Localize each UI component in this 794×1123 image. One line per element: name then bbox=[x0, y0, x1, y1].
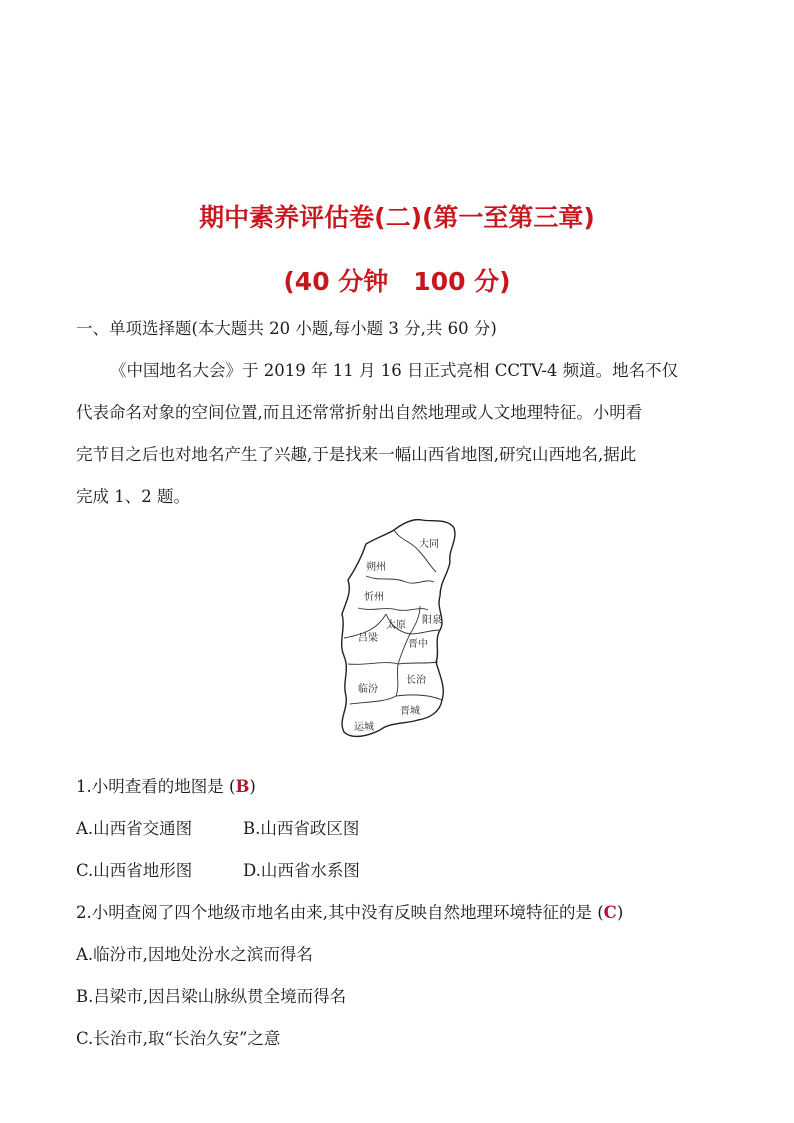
city-label: 朔州 bbox=[366, 562, 386, 573]
city-label: 临汾 bbox=[358, 684, 378, 695]
question-1-stem: 1.小明查看的地图是 ( bbox=[76, 777, 236, 796]
question-1-answer: B bbox=[235, 777, 250, 796]
page-subtitle: (40 分钟 100 分) bbox=[283, 267, 511, 296]
option-c: C.山西省地形图 bbox=[76, 861, 193, 880]
question-1 bbox=[76, 773, 256, 797]
q2-option-c: C.长治市,取“长治久安”之意 bbox=[76, 1029, 281, 1048]
option-a: A.山西省交通图 bbox=[76, 819, 193, 838]
q2-option-a: A.临汾市,因地处汾水之滨而得名 bbox=[76, 945, 313, 964]
q2-option-b: B.吕梁市,因吕梁山脉纵贯全境而得名 bbox=[76, 987, 347, 1006]
passage-line-1: 《中国地名大会》于 2019 年 11 月 16 日正式亮相 CCTV-4 频道。地名不仅 bbox=[110, 361, 679, 380]
city-label: 吕梁 bbox=[358, 633, 378, 644]
city-label: 长治 bbox=[406, 675, 426, 686]
section-heading: 一、单项选择题(本大题共 20 小题,每小题 3 分,共 60 分) bbox=[76, 319, 497, 338]
city-label: 大同 bbox=[419, 539, 439, 550]
city-label: 晋中 bbox=[408, 639, 428, 650]
passage-line-2: 代表命名对象的空间位置,而且还常常折射出自然地理或人文地理特征。小明看 bbox=[76, 403, 643, 422]
city-label: 晋城 bbox=[400, 706, 420, 717]
question-2-close: ) bbox=[616, 903, 624, 922]
question-2-stem: 2.小明查阅了四个地级市地名由来,其中没有反映自然地理环境特征的是 ( bbox=[76, 903, 604, 922]
question-2-answer: C bbox=[603, 903, 617, 922]
page-title: 期中素养评估卷(二)(第一至第三章) bbox=[199, 203, 595, 232]
passage-line-4: 完成 1、2 题。 bbox=[76, 487, 190, 506]
shanxi-map bbox=[336, 516, 462, 752]
question-2 bbox=[76, 899, 623, 923]
city-label: 太原 bbox=[386, 620, 406, 631]
question-1-close: ) bbox=[249, 777, 256, 796]
option-d: D.山西省水系图 bbox=[243, 861, 360, 880]
city-label: 运城 bbox=[354, 722, 374, 733]
passage-line-3: 完节目之后也对地名产生了兴趣,于是找来一幅山西省地图,研究山西地名,据此 bbox=[76, 445, 637, 464]
city-label: 忻州 bbox=[364, 592, 384, 603]
shanxi-map-svg bbox=[336, 516, 462, 752]
option-b: B.山西省政区图 bbox=[243, 819, 360, 838]
city-label: 阳泉 bbox=[422, 615, 442, 626]
